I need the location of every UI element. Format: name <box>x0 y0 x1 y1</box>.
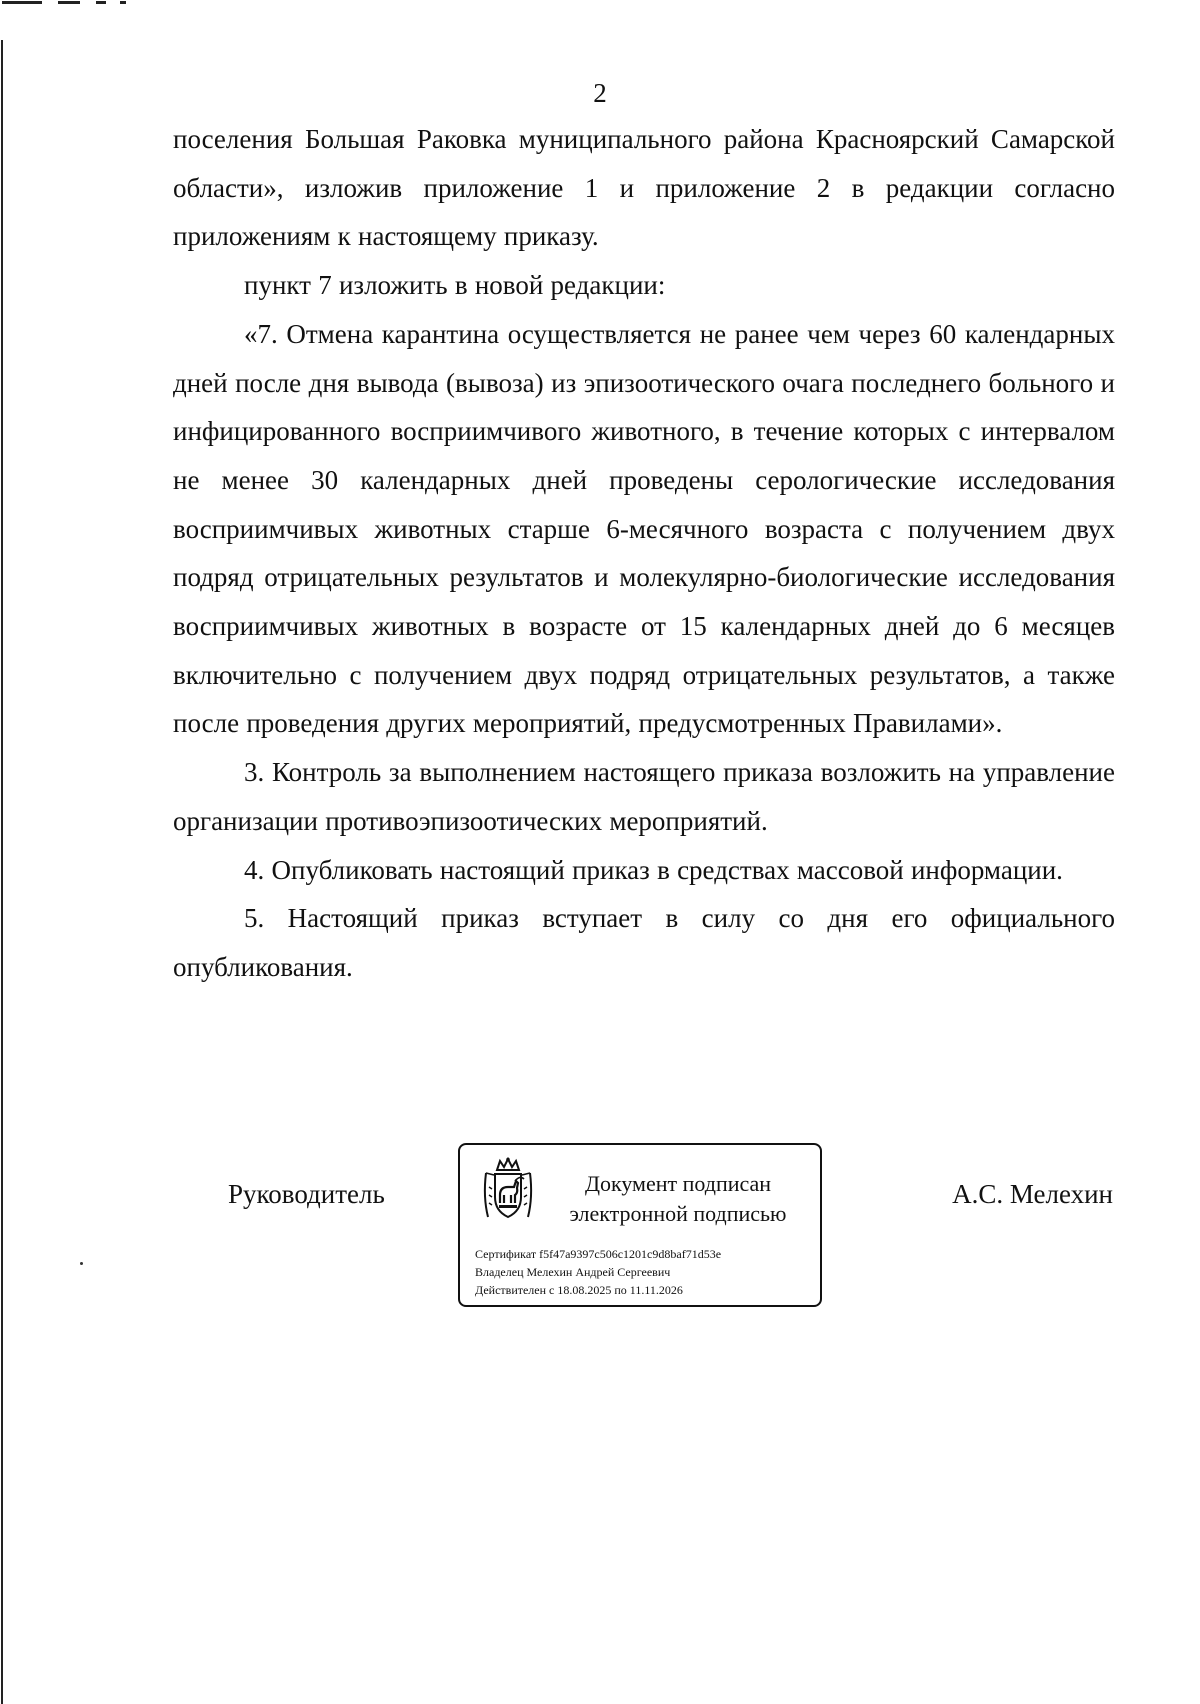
scan-edge-artifact <box>96 1 106 4</box>
coat-of-arms-icon <box>480 1157 536 1221</box>
scan-speck-artifact <box>80 1262 83 1265</box>
signatory-name: А.С. Мелехин <box>952 1179 1113 1209</box>
document-body <box>173 115 1115 992</box>
page-number: 2 <box>593 78 607 108</box>
paragraph-item-3: 3. Контроль за выполнением настоящего приказа возложить на управление организации противоэпизоотических мероприятий. <box>173 757 1115 836</box>
scan-edge-artifact <box>1 40 3 1704</box>
paragraph-item-5: 5. Настоящий приказ вступает в силу со дня его официального опубликования. <box>173 903 1115 982</box>
scan-edge-artifact <box>120 1 126 4</box>
paragraph-continuation: поселения Большая Раковка муниципального района Красноярский Самарской области», изложив приложение 1 и приложение 2 в редакции согласно приложениям к настоящему приказу. <box>173 124 1115 252</box>
stamp-title <box>546 1169 810 1229</box>
paragraph-point-7-text: «7. Отмена карантина осуществляется не ранее чем через 60 календарных дней после дня вывода (вывоза) из эпизоотического очага последнего больного и инфицированного восприимчивого животного, в течение которых с интервалом не менее 30 календарных дней проведены серологические исследования восприимчивых животных старше 6-месячного возраста с получением двух подряд отрицательных результатов и молекулярно-биологические исследования восприимчивых животных в возрасте от 15 календарных дней до 6 месяцев включительно с получением двух подряд отрицательных результатов, а также после проведения других мероприятий, предусмотренных Правилами». <box>173 318 1115 739</box>
signatory-role: Руководитель <box>228 1179 385 1209</box>
stamp-title-line: Документ подписан <box>584 1171 772 1196</box>
stamp-validity: Действителен с 18.08.2025 по 11.11.2026 <box>475 1283 683 1297</box>
stamp-owner: Владелец Мелехин Андрей Сергеевич <box>475 1265 671 1279</box>
paragraph-point-7-intro: пункт 7 изложить в новой редакции: <box>244 270 666 301</box>
electronic-signature-stamp <box>458 1143 822 1307</box>
stamp-certificate-details <box>475 1245 721 1299</box>
stamp-title-line: электронной подписью <box>569 1201 787 1226</box>
scan-edge-artifact <box>2 1 42 4</box>
paragraph-item-4: 4. Опубликовать настоящий приказ в средствах массовой информации. <box>244 854 1063 885</box>
scan-edge-artifact <box>58 1 80 4</box>
stamp-certificate: Сертификат f5f47a9397c506c1201c9d8baf71d53e <box>475 1247 722 1261</box>
